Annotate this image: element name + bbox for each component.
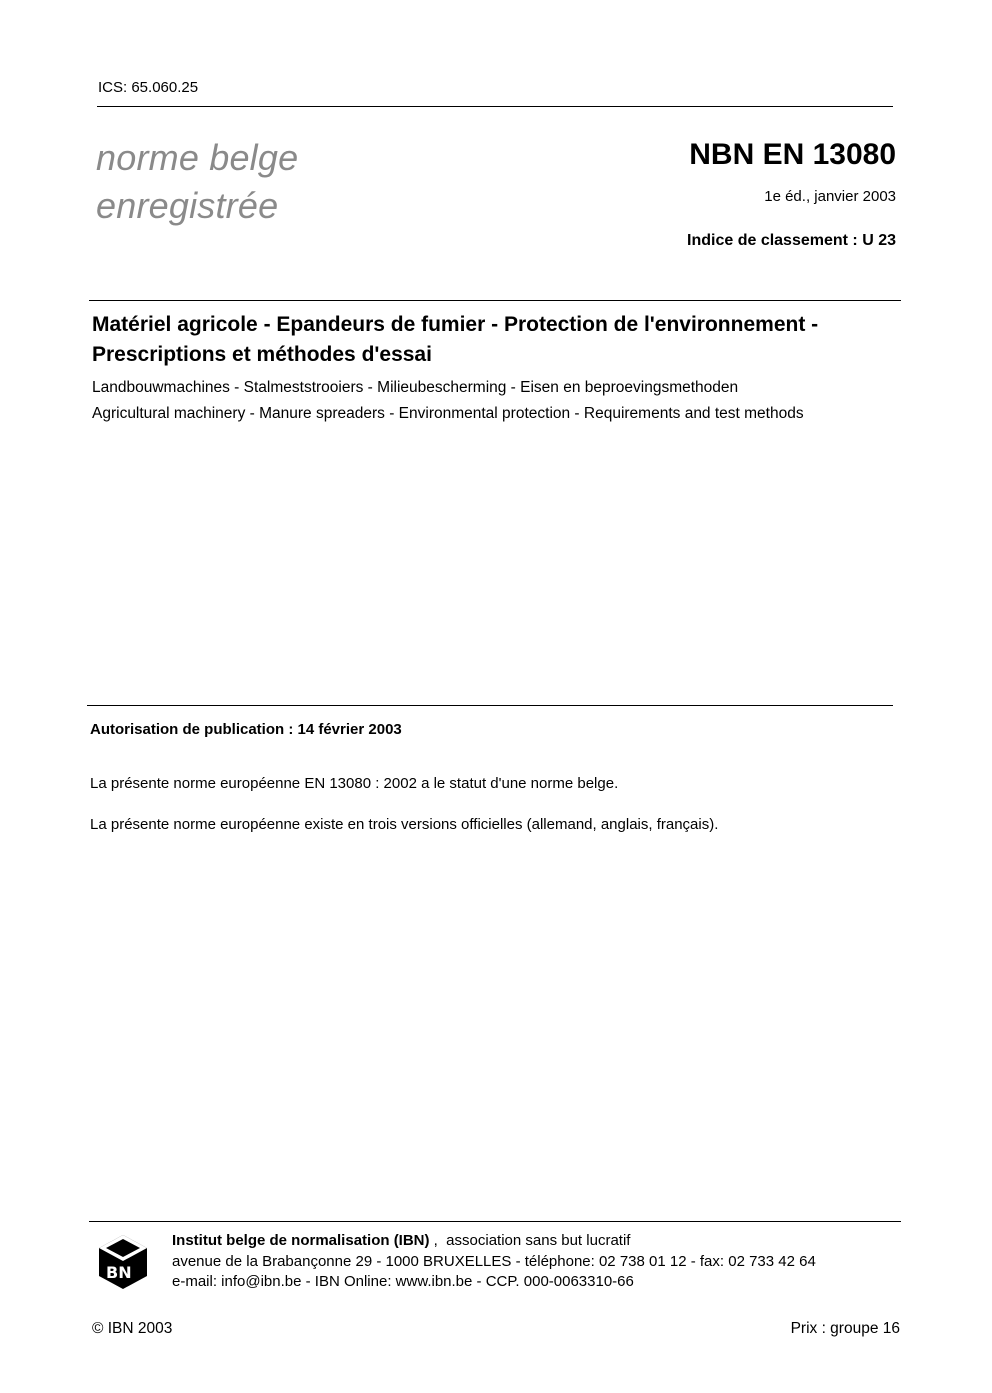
brand-line-2: enregistrée	[96, 185, 279, 226]
institute-contact: e-mail: info@ibn.be - IBN Online: www.ibn.be - CCP. 000-0063310-66	[172, 1273, 634, 1290]
institute-suffix: , association sans but lucratif	[429, 1232, 631, 1249]
classification-index: Indice de classement : U 23	[687, 232, 896, 249]
price-group: Prix : groupe 16	[790, 1320, 900, 1337]
header-divider	[97, 106, 893, 107]
versions-paragraph: La présente norme européenne existe en trois versions officielles (allemand, anglais, français).	[90, 816, 719, 833]
title-en: Agricultural machinery - Manure spreaders - Environmental protection - Requirements and test methods	[92, 405, 804, 422]
footer-divider	[89, 1221, 901, 1222]
edition-date: 1e éd., janvier 2003	[764, 188, 896, 205]
institute-name: Institut belge de normalisation (IBN)	[172, 1232, 430, 1249]
svg-text:BN: BN	[106, 1263, 132, 1282]
title-divider	[89, 300, 901, 301]
ics-code: ICS: 65.060.25	[98, 79, 199, 96]
title-nl: Landbouwmachines - Stalmeststrooiers - Milieubescherming - Eisen en beproevingsmethoden	[92, 379, 739, 396]
title-fr-line-1: Matériel agricole - Epandeurs de fumier - Protection de l'environnement -	[92, 313, 819, 336]
publication-authorization: Autorisation de publication : 14 février 2003	[90, 721, 402, 738]
institute-line	[172, 1232, 630, 1249]
title-fr-line-2: Prescriptions et méthodes d'essai	[92, 343, 432, 366]
copyright: © IBN 2003	[92, 1320, 173, 1337]
standard-number: NBN EN 13080	[689, 138, 896, 171]
institute-address: avenue de la Brabançonne 29 - 1000 BRUXELLES - téléphone: 02 738 01 12 - fax: 02 733 42 64	[172, 1253, 816, 1270]
brand-line-1: norme belge	[96, 137, 299, 178]
ibn-logo-icon	[98, 1234, 148, 1290]
body-divider	[87, 705, 893, 706]
status-paragraph: La présente norme européenne EN 13080 : 2002 a le statut d'une norme belge.	[90, 775, 619, 792]
